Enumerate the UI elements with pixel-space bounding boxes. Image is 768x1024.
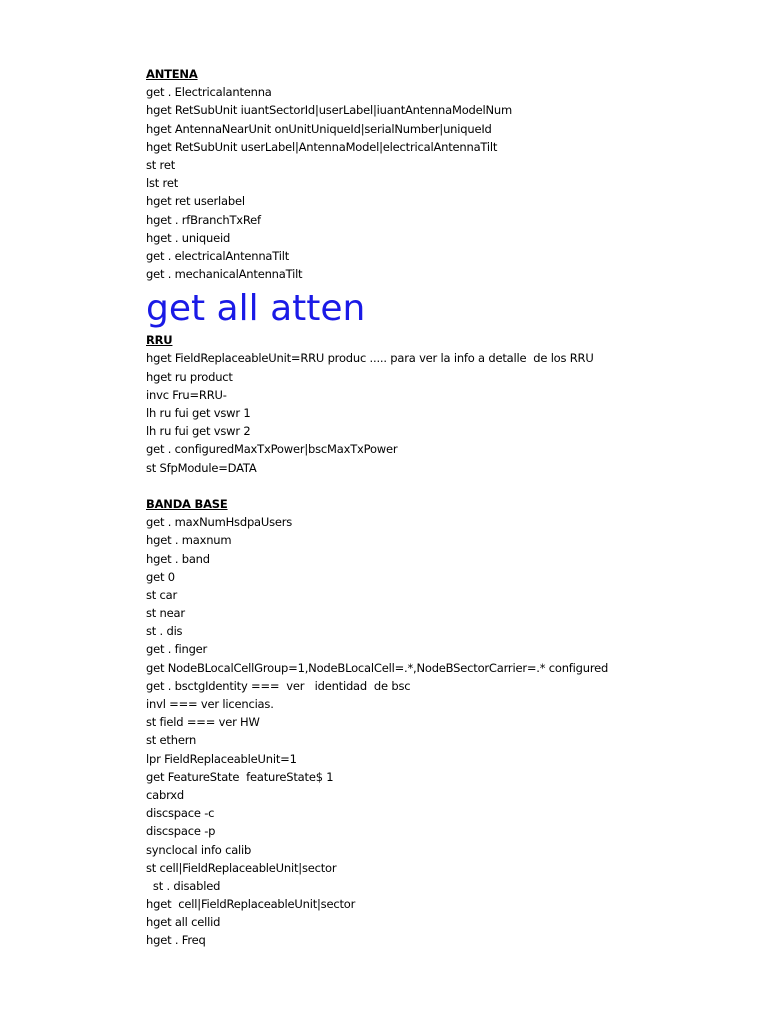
command-line: st ret <box>146 157 176 172</box>
command-line: hget FieldReplaceableUnit=RRU produc ..... para ver la info a detalle de los RRU <box>146 351 594 366</box>
command-line: invl === ver licencias. <box>146 697 274 711</box>
command-line: get . Electricalantenna <box>146 85 272 100</box>
command-line: get . electricalAntennaTilt <box>146 248 290 263</box>
blank-line <box>146 477 614 495</box>
section-heading-banda-base: BANDA BASE <box>146 496 228 511</box>
command-line: hget ret userlabel <box>146 194 245 209</box>
command-line: synclocal info calib <box>146 842 252 857</box>
command-line: get . bsctgIdentity === ver identidad de bsc <box>146 678 411 693</box>
command-line: hget . maxnum <box>146 533 232 548</box>
command-line: hget . uniqueid <box>146 230 231 245</box>
command-line: lh ru fui get vswr 1 <box>146 406 251 420</box>
command-line: st SfpModule=DATA <box>146 460 257 475</box>
command-line: hget all cellid <box>146 915 221 930</box>
command-line: hget . band <box>146 551 210 566</box>
command-line: st . disabled <box>146 878 221 893</box>
large-command-line: get all atten <box>146 288 366 330</box>
command-line: lst ret <box>146 176 179 191</box>
command-line: lpr FieldReplaceableUnit=1 <box>146 751 297 766</box>
section-heading-antena: ANTENA <box>146 67 198 81</box>
command-line: st cell|FieldReplaceableUnit|sector <box>146 860 337 875</box>
command-line: hget . Freq <box>146 933 206 948</box>
command-line: get NodeBLocalCellGroup=1,NodeBLocalCell=.*,NodeBSectorCarrier=.* configured <box>146 660 609 675</box>
command-line: hget RetSubUnit userLabel|AntennaModel|electricalAntennaTilt <box>146 139 498 154</box>
command-line: get . configuredMaxTxPower|bscMaxTxPower <box>146 442 398 457</box>
command-line: discspace -p <box>146 824 216 839</box>
command-line: cabrxd <box>146 787 184 802</box>
command-line: st car <box>146 587 178 602</box>
command-line: get . mechanicalAntennaTilt <box>146 267 303 282</box>
command-line: st field === ver HW <box>146 715 260 730</box>
command-line: hget ru product <box>146 369 233 384</box>
command-line: get 0 <box>146 569 175 584</box>
command-line: hget cell|FieldReplaceableUnit|sector <box>146 897 356 912</box>
command-line: invc Fru=RRU- <box>146 387 227 402</box>
command-line: hget . rfBranchTxRef <box>146 212 261 227</box>
section-heading-rru: RRU <box>146 333 173 348</box>
command-line: get FeatureState featureState$ 1 <box>146 769 334 784</box>
command-line: hget RetSubUnit iuantSectorId|userLabel|iuantAntennaModelNum <box>146 103 513 118</box>
command-line: st ethern <box>146 733 197 748</box>
command-line: lh ru fui get vswr 2 <box>146 424 251 439</box>
command-line: st near <box>146 606 185 621</box>
command-line: get . maxNumHsdpaUsers <box>146 515 293 530</box>
document-page <box>146 65 614 950</box>
command-line: get . finger <box>146 642 208 657</box>
command-line: discspace -c <box>146 806 215 821</box>
command-line: st . dis <box>146 624 183 639</box>
command-line: hget AntennaNearUnit onUnitUniqueId|serialNumber|uniqueId <box>146 121 492 136</box>
